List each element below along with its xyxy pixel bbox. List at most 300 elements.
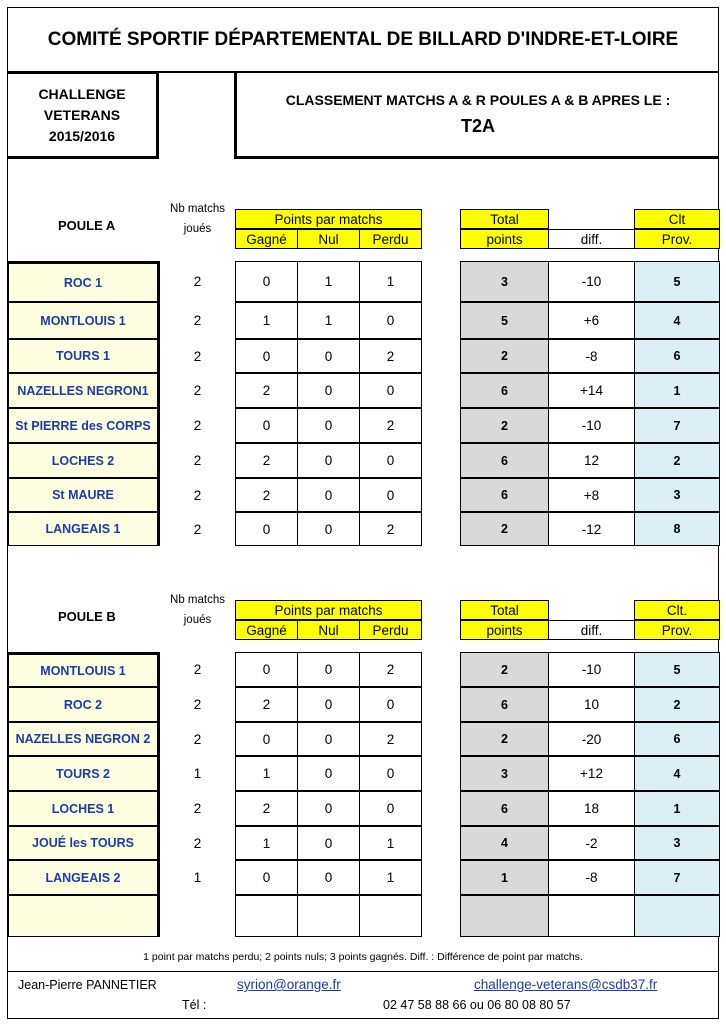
poule_b-perdu-cell — [359, 652, 422, 687]
poule_a-total-cell — [460, 339, 549, 373]
nul-value: 0 — [324, 731, 333, 747]
nb-matchs-value: 2 — [193, 801, 202, 816]
poule_a-nul-cell — [297, 373, 360, 408]
nul-value: 0 — [324, 418, 333, 433]
challenge-line3: 2015/2016 — [48, 127, 116, 144]
poule_b-gagne-cell — [235, 895, 298, 937]
team-name: St MAURE — [52, 488, 114, 502]
nb-matchs-value: 1 — [193, 766, 202, 781]
poule_b-nul-cell — [297, 722, 360, 756]
poule_b-team-cell — [8, 791, 160, 826]
poule_b-team-cell — [8, 722, 160, 756]
poule_b-diff-cell — [548, 895, 635, 937]
poule_b-gagne-header — [235, 620, 298, 640]
clt-value: 1 — [673, 383, 681, 398]
poule_b-clt-cell — [634, 652, 720, 687]
diff-value: +8 — [583, 487, 600, 503]
poule_b-gagne-cell — [235, 826, 298, 860]
poule_b-total-cell — [460, 722, 549, 756]
poule_a-nul-header-label: Nul — [318, 231, 339, 247]
poule_a-gagne-cell — [235, 302, 298, 339]
poule_a-clt-cell — [634, 478, 720, 512]
poule_a-prov-header-label: Prov. — [661, 231, 693, 247]
gagne-value: 2 — [262, 383, 271, 398]
diff-value: 12 — [583, 453, 600, 468]
poule_a-clt-cell — [634, 261, 720, 302]
poule_b-points-par-matchs-header — [235, 600, 422, 620]
poule_a-perdu-header-label: Perdu — [372, 231, 409, 247]
poule_a-total-header — [460, 209, 549, 229]
perdu-value: 0 — [386, 697, 395, 712]
poule_a-diff-cell — [548, 443, 635, 478]
perdu-value: 2 — [386, 731, 395, 747]
team-name: NAZELLES NEGRON1 — [17, 383, 149, 398]
team-name: ROC 1 — [63, 275, 103, 290]
perdu-value: 0 — [386, 383, 395, 398]
poule_b-points-par-matchs-label: Points par matchs — [274, 602, 383, 618]
poule_b-nb-cell — [161, 860, 234, 895]
poule_a-nul-cell — [297, 478, 360, 512]
perdu-value: 2 — [386, 348, 395, 364]
poule_b-team-cell — [8, 687, 160, 722]
gagne-value: 1 — [262, 313, 271, 328]
nul-value: 0 — [324, 348, 333, 364]
gagne-value: 0 — [262, 418, 271, 433]
poule_b-diff-cell — [548, 860, 635, 895]
diff-value: -20 — [581, 731, 602, 747]
poule_b-diff-header — [548, 620, 635, 640]
poule_a-points-par-matchs-header — [235, 209, 422, 229]
poule_b-team-cell — [8, 826, 160, 860]
poule_b-nb-header-line1: Nb matchs — [170, 594, 225, 606]
nul-value: 0 — [324, 662, 333, 677]
clt-value: 4 — [673, 313, 681, 328]
poule_a-nul-cell — [297, 339, 360, 373]
poule_b-clt-cell — [634, 826, 720, 860]
poule_b-diff-cell — [548, 652, 635, 687]
perdu-value: 2 — [386, 662, 395, 677]
diff-value: -10 — [581, 662, 602, 677]
gagne-value: 2 — [262, 697, 271, 712]
gagne-value: 0 — [262, 662, 271, 677]
perdu-value: 0 — [386, 453, 395, 468]
poule_b-nb-cell — [161, 756, 234, 791]
poule_a-total-cell — [460, 261, 549, 302]
diff-value: +6 — [583, 313, 600, 328]
poule_b-nul-cell — [297, 826, 360, 860]
team-name: MONTLOUIS 1 — [40, 663, 126, 678]
poule_a-nul-cell — [297, 408, 360, 443]
perdu-value: 0 — [386, 487, 395, 503]
poule_b-label: POULE B — [58, 609, 116, 624]
clt-value: 1 — [673, 801, 681, 816]
poule_b-total-cell — [460, 895, 549, 937]
poule_b-total-header-label: Total — [490, 602, 519, 618]
poule_b-clt-cell — [634, 722, 720, 756]
poule_a-nb-header — [161, 198, 234, 240]
clt-value: 4 — [673, 766, 681, 781]
total-value: 2 — [501, 732, 508, 746]
team-name: LOCHES 2 — [51, 453, 115, 468]
poule_a-total-cell — [460, 512, 549, 546]
clt-value: 5 — [673, 662, 681, 677]
nul-value: 0 — [324, 521, 333, 537]
diff-value: +12 — [580, 766, 603, 781]
poule_a-nb-cell — [161, 512, 234, 546]
diff-value: -10 — [581, 274, 602, 289]
team-name: St PIERRE des CORPS — [15, 418, 151, 433]
poule_b-perdu-cell — [359, 687, 422, 722]
poule_b-nb-header-line2: joués — [183, 614, 212, 626]
poule_b-perdu-cell — [359, 791, 422, 826]
poule_b-gagne-cell — [235, 756, 298, 791]
poule_a-points-header — [460, 229, 549, 249]
challenge-line2: VETERANS — [43, 106, 121, 123]
gagne-value: 1 — [262, 835, 271, 851]
poule_b-gagne-cell — [235, 860, 298, 895]
footer-challenge-email-link[interactable]: challenge-veterans@csdb37.fr — [474, 977, 658, 992]
footer-email-link[interactable]: syrion@orange.fr — [237, 977, 341, 992]
poule_a-gagne-cell — [235, 443, 298, 478]
nb-matchs-value: 2 — [193, 521, 202, 537]
poule_a-nul-cell — [297, 261, 360, 302]
gagne-value: 1 — [262, 766, 271, 781]
diff-value: -10 — [581, 418, 602, 433]
team-name: TOURS 2 — [56, 766, 110, 781]
poule_a-clt-header-label: Clt — [668, 211, 686, 227]
total-value: 1 — [501, 870, 508, 885]
poule_b-nul-cell — [297, 895, 360, 937]
poule_a-prov-header — [634, 229, 720, 249]
nul-value: 0 — [324, 801, 333, 816]
perdu-value: 0 — [386, 766, 395, 781]
poule_b-nul-header-label: Nul — [318, 622, 339, 638]
poule_b-prov-header-label: Prov. — [661, 622, 693, 638]
poule_b-perdu-cell — [359, 722, 422, 756]
poule_b-nb-cell — [161, 791, 234, 826]
poule_b-perdu-cell — [359, 895, 422, 937]
poule_a-clt-cell — [634, 443, 720, 478]
total-value: 6 — [501, 697, 508, 712]
poule_a-nb-cell — [161, 339, 234, 373]
poule_a-total-header-label: Total — [490, 211, 519, 227]
legend-text: 1 point par matchs perdu; 2 points nuls; 3 points gagnés. Diff. : Différence de point par matchs. — [143, 950, 583, 963]
nul-value: 0 — [324, 697, 333, 712]
nb-matchs-value: 2 — [193, 487, 202, 503]
poule_a-perdu-cell — [359, 373, 422, 408]
poule_a-perdu-cell — [359, 302, 422, 339]
team-name: LANGEAIS 2 — [45, 870, 121, 885]
poule_b-nul-cell — [297, 652, 360, 687]
poule_b-team-cell — [8, 860, 160, 895]
poule_a-nb-cell — [161, 261, 234, 302]
poule_b-total-cell — [460, 756, 549, 791]
poule_a-perdu-header — [359, 229, 422, 249]
team-name: MONTLOUIS 1 — [40, 313, 126, 328]
poule_b-nul-cell — [297, 860, 360, 895]
poule_a-gagne-cell — [235, 373, 298, 408]
poule_b-gagne-cell — [235, 652, 298, 687]
gagne-value: 0 — [262, 731, 271, 747]
nb-matchs-value: 2 — [193, 348, 202, 364]
poule_b-diff-cell — [548, 722, 635, 756]
poule_b-perdu-header — [359, 620, 422, 640]
page-title-text: COMITÉ SPORTIF DÉPARTEMENTAL DE BILLARD D'INDRE-ET-LOIRE — [47, 28, 679, 50]
poule_a-team-cell — [8, 261, 160, 302]
poule_b-nb-cell — [161, 722, 234, 756]
poule_b-nul-cell — [297, 756, 360, 791]
nb-matchs-value: 2 — [193, 313, 202, 328]
poule_a-nb-cell — [161, 408, 234, 443]
poule_b-perdu-cell — [359, 826, 422, 860]
clt-value: 6 — [673, 732, 681, 746]
total-value: 6 — [501, 488, 508, 502]
clt-value: 7 — [673, 870, 681, 885]
poule_a-team-cell — [8, 302, 160, 339]
gagne-value: 0 — [262, 348, 271, 364]
nul-value: 0 — [324, 870, 333, 885]
poule_a-clt-header — [634, 209, 720, 229]
nb-matchs-value: 2 — [193, 383, 202, 398]
poule_b-clt-cell — [634, 687, 720, 722]
poule_b-diff-cell — [548, 791, 635, 826]
total-value: 3 — [501, 274, 508, 289]
poule_b-gagne-cell — [235, 722, 298, 756]
nul-value: 0 — [324, 835, 333, 851]
poule_a-total-cell — [460, 302, 549, 339]
poule_a-diff-header — [548, 229, 635, 249]
poule_b-nb-cell — [161, 687, 234, 722]
perdu-value: 0 — [386, 313, 395, 328]
nb-matchs-value: 2 — [193, 731, 202, 747]
poule_a-perdu-cell — [359, 512, 422, 546]
poule_a-total-cell — [460, 443, 549, 478]
poule_a-team-cell — [8, 443, 160, 478]
diff-value: -12 — [581, 521, 602, 537]
poule_b-total-header — [460, 600, 549, 620]
poule_b-prov-header — [634, 620, 720, 640]
poule_a-nb-cell — [161, 373, 234, 408]
total-value: 2 — [501, 522, 508, 536]
classement-box — [234, 73, 719, 159]
team-name: JOUÉ les TOURS — [32, 836, 134, 850]
poule_a-team-cell — [8, 408, 160, 443]
diff-value: 18 — [583, 801, 600, 816]
poule_a-total-cell — [460, 373, 549, 408]
nb-matchs-value: 2 — [193, 453, 202, 468]
clt-value: 5 — [673, 274, 681, 289]
gagne-value: 0 — [262, 521, 271, 537]
poule_b-diff-cell — [548, 826, 635, 860]
total-value: 4 — [501, 836, 508, 850]
nb-matchs-value: 2 — [193, 418, 202, 433]
poule_a-diff-cell — [548, 408, 635, 443]
poule_a-gagne-header — [235, 229, 298, 249]
nul-value: 1 — [324, 313, 333, 328]
team-name: LOCHES 1 — [51, 801, 115, 816]
poule_b-nb-cell — [161, 652, 234, 687]
poule_b-clt-header-label: Clt. — [666, 602, 688, 618]
gagne-value: 0 — [262, 870, 271, 885]
poule_b-nb-cell — [161, 826, 234, 860]
poule_a-diff-cell — [548, 302, 635, 339]
clt-value: 2 — [673, 453, 681, 468]
nul-value: 0 — [324, 487, 333, 503]
poule_a-diff-cell — [548, 339, 635, 373]
diff-value: -8 — [585, 870, 598, 885]
poule_a-gagne-cell — [235, 339, 298, 373]
poule_a-nb-header-line2: joués — [183, 223, 212, 235]
gagne-value: 2 — [262, 487, 271, 503]
footer-tel-label: Tél : — [182, 998, 207, 1012]
poule_b-clt-cell — [634, 860, 720, 895]
diff-value: 10 — [583, 697, 600, 712]
team-name: ROC 2 — [63, 697, 103, 712]
poule_a-team-cell — [8, 478, 160, 512]
poule_a-clt-cell — [634, 339, 720, 373]
poule_b-team-cell — [8, 756, 160, 791]
classement-round: T2A — [460, 116, 495, 136]
nul-value: 0 — [324, 383, 333, 398]
total-value: 2 — [501, 418, 508, 433]
team-name: LANGEAIS 1 — [45, 522, 121, 536]
poule_a-perdu-cell — [359, 478, 422, 512]
poule_b-diff-header-label: diff. — [580, 622, 603, 638]
poule_b-total-cell — [460, 687, 549, 722]
poule_a-total-cell — [460, 478, 549, 512]
poule_a-team-cell — [8, 512, 160, 546]
total-value: 3 — [501, 766, 508, 781]
poule_a-team-cell — [8, 373, 160, 408]
poule_b-perdu-cell — [359, 860, 422, 895]
poule_b-nul-header — [297, 620, 360, 640]
nul-value: 0 — [324, 766, 333, 781]
poule_a-clt-cell — [634, 373, 720, 408]
poule_a-nul-cell — [297, 512, 360, 546]
poule_b-team-cell — [8, 895, 160, 937]
poule_a-gagne-header-label: Gagné — [246, 231, 287, 247]
total-value: 2 — [501, 349, 508, 363]
clt-value: 2 — [673, 697, 681, 712]
poule_b-diff-cell — [548, 756, 635, 791]
poule_b-total-cell — [460, 860, 549, 895]
team-name: NAZELLES NEGRON 2 — [15, 732, 151, 746]
poule_b-points-header — [460, 620, 549, 640]
gagne-value: 0 — [262, 274, 271, 289]
nb-matchs-value: 1 — [193, 870, 202, 885]
poule_b-total-cell — [460, 791, 549, 826]
poule_a-diff-cell — [548, 261, 635, 302]
poule_b-clt-cell — [634, 895, 720, 937]
nb-matchs-value: 2 — [193, 697, 202, 712]
poule_b-clt-cell — [634, 791, 720, 826]
perdu-value: 1 — [386, 835, 395, 851]
perdu-value: 2 — [386, 418, 395, 433]
gagne-value: 2 — [262, 801, 271, 816]
poule_a-gagne-cell — [235, 478, 298, 512]
poule_a-perdu-cell — [359, 339, 422, 373]
poule_a-total-cell — [460, 408, 549, 443]
poule_a-diff-header-label: diff. — [580, 231, 603, 247]
nul-value: 1 — [324, 274, 333, 289]
poule_a-clt-cell — [634, 512, 720, 546]
total-value: 5 — [501, 313, 508, 328]
poule_b-perdu-cell — [359, 756, 422, 791]
poule_b-gagne-header-label: Gagné — [246, 622, 287, 638]
poule_b-nb-header — [161, 589, 234, 631]
poule_a-clt-cell — [634, 408, 720, 443]
poule_b-nul-cell — [297, 687, 360, 722]
poule_b-points-header-label: points — [486, 622, 523, 638]
poule_b-total-cell — [460, 652, 549, 687]
nb-matchs-value: 2 — [193, 274, 202, 289]
poule_a-gagne-cell — [235, 512, 298, 546]
classement-title: CLASSEMENT MATCHS A & R POULES A & B APRES LE : — [285, 92, 671, 108]
poule_b-total-cell — [460, 826, 549, 860]
poule_a-clt-cell — [634, 302, 720, 339]
poule_a-label: POULE A — [58, 218, 116, 233]
poule_a-perdu-cell — [359, 408, 422, 443]
nul-value: 0 — [324, 453, 333, 468]
poule_b-perdu-header-label: Perdu — [372, 622, 409, 638]
gagne-value: 2 — [262, 453, 271, 468]
poule_a-nb-cell — [161, 302, 234, 339]
challenge-box — [7, 73, 159, 159]
nb-matchs-value: 2 — [193, 835, 202, 851]
page-title — [7, 7, 719, 73]
total-value: 6 — [501, 453, 508, 468]
poule_a-gagne-cell — [235, 408, 298, 443]
poule_a-diff-cell — [548, 373, 635, 408]
perdu-value: 1 — [386, 274, 395, 289]
poule_a-nul-header — [297, 229, 360, 249]
poule_b-diff-cell — [548, 687, 635, 722]
poule_a-team-cell — [8, 339, 160, 373]
poule_a-nul-cell — [297, 443, 360, 478]
clt-value: 3 — [673, 488, 681, 502]
poule_a-gagne-cell — [235, 261, 298, 302]
total-value: 6 — [501, 801, 508, 816]
total-value: 6 — [501, 383, 508, 398]
poule_b-nul-cell — [297, 791, 360, 826]
poule_a-perdu-cell — [359, 261, 422, 302]
clt-value: 8 — [673, 522, 681, 536]
clt-value: 3 — [673, 836, 681, 850]
poule_b-nb-cell — [161, 895, 234, 937]
challenge-line1: CHALLENGE — [38, 85, 126, 102]
perdu-value: 1 — [386, 870, 395, 885]
footer-name: Jean-Pierre PANNETIER — [18, 978, 157, 992]
poule_b-team-cell — [8, 652, 160, 687]
total-value: 2 — [501, 662, 508, 677]
diff-value: -2 — [585, 835, 598, 851]
poule_a-nb-header-line1: Nb matchs — [170, 203, 225, 215]
perdu-value: 2 — [386, 521, 395, 537]
clt-value: 7 — [673, 418, 681, 433]
team-name: TOURS 1 — [56, 349, 110, 363]
poule_a-points-par-matchs-label: Points par matchs — [274, 211, 383, 227]
diff-value: +14 — [580, 383, 603, 398]
nb-matchs-value: 2 — [193, 662, 202, 677]
poule_a-nb-cell — [161, 443, 234, 478]
poule_b-gagne-cell — [235, 687, 298, 722]
poule_a-perdu-cell — [359, 443, 422, 478]
poule_a-points-header-label: points — [486, 231, 523, 247]
clt-value: 6 — [673, 349, 681, 363]
perdu-value: 0 — [386, 801, 395, 816]
diff-value: -8 — [585, 348, 598, 364]
poule_a-diff-cell — [548, 512, 635, 546]
